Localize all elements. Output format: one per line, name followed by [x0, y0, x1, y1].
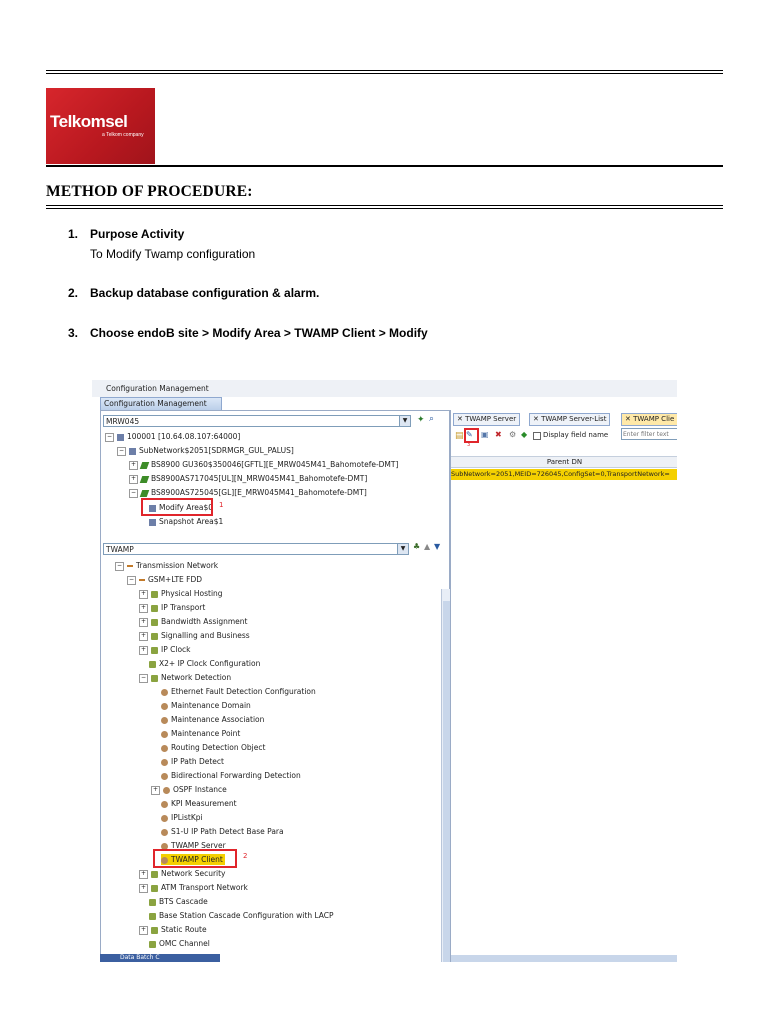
title-rule-2: [46, 208, 723, 209]
header-rule: [46, 165, 723, 167]
tree-item-ip-transport[interactable]: + IP Transport: [140, 603, 206, 612]
folder-icon: [151, 619, 158, 626]
display-field-checkbox[interactable]: [533, 432, 541, 440]
network-icon: [129, 448, 136, 455]
collapse-icon[interactable]: −: [106, 432, 113, 440]
leaf-icon: [161, 773, 168, 780]
folder-icon: [151, 605, 158, 612]
tab-twamp-client[interactable]: [621, 413, 677, 426]
tree-item-signalling[interactable]: + Signalling and Business: [140, 631, 250, 640]
tree-label: TWAMP Server: [171, 841, 226, 850]
tree-label: BS8900AS725045[GL][E_MRW045M41_Bahomotefe-DMT]: [151, 488, 367, 497]
expand-icon[interactable]: +: [130, 460, 137, 468]
tree-label: Maintenance Point: [171, 729, 241, 738]
tree-item-x2-clock[interactable]: [149, 658, 260, 669]
scrollbar-thumb[interactable]: [443, 601, 450, 962]
highlight-box-1: [141, 498, 213, 516]
tree-item-iplistkpi[interactable]: [161, 812, 203, 823]
tree-label: Transmission Network: [136, 561, 219, 570]
site-combo-value: MRW045: [106, 417, 140, 426]
tree-label: Network Detection: [161, 673, 232, 682]
tree-label: Maintenance Association: [171, 715, 265, 724]
tree-item-bs-2[interactable]: [129, 473, 367, 484]
tree-item-node[interactable]: [105, 431, 240, 442]
chevron-down-icon[interactable]: ▼: [397, 544, 408, 554]
tree-item-bfd[interactable]: [161, 770, 301, 781]
top-rule-2: [46, 73, 723, 74]
tree-item-ethernet-fault[interactable]: [161, 686, 316, 697]
modify-icon[interactable]: ✎: [466, 430, 473, 439]
collapse-icon[interactable]: −: [130, 488, 137, 496]
tree-label: IP Clock: [161, 645, 191, 654]
tree-label: Routing Detection Object: [171, 743, 266, 752]
tree-item-bs-1[interactable]: [129, 459, 398, 470]
tree-label: Snapshot Area$1: [159, 517, 224, 526]
table-row[interactable]: [451, 469, 677, 480]
folder-icon: [151, 871, 158, 878]
tab-label: TWAMP Server-List: [541, 415, 607, 423]
search-icon[interactable]: ⌕: [429, 414, 435, 424]
tree-item-maintenance-association[interactable]: [161, 714, 264, 725]
row-parent-dn: SubNetwork=2051,MEID=726045,ConfigSet=0,TransportNetwork=: [451, 470, 670, 478]
step-2-number: 2.: [68, 286, 79, 300]
tab-twamp-server[interactable]: [453, 413, 520, 426]
folder-icon: [151, 675, 158, 682]
tree-item-atm[interactable]: + ATM Transport Network: [140, 883, 248, 892]
tree-label: Signalling and Business: [161, 631, 250, 640]
tab-twamp-server-list[interactable]: [529, 413, 610, 426]
tree-item-s1u[interactable]: [161, 826, 284, 837]
display-field-label: Display field name: [543, 431, 609, 439]
leaf-icon: [161, 759, 168, 766]
close-icon[interactable]: ✕: [457, 415, 466, 423]
tree-item-routing-detection[interactable]: [161, 742, 265, 753]
leaf-icon: [161, 703, 168, 710]
step-3: [68, 326, 428, 340]
tree-label: Maintenance Domain: [171, 701, 251, 710]
annotation-1: 1: [219, 501, 224, 509]
folder-icon: [149, 941, 156, 948]
tree-label: BS8900 GU360$350046[GFTL][E_MRW045M41_Bahomotefe-DMT]: [151, 460, 399, 469]
tree-item-subnetwork[interactable]: [117, 445, 294, 456]
title-rule: [46, 205, 723, 206]
tree-label: X2+ IP Clock Configuration: [159, 659, 261, 668]
copy-icon[interactable]: ▣: [481, 430, 489, 439]
tree-item-bts-cascade[interactable]: [149, 896, 208, 907]
column-header-parent-dn[interactable]: [451, 456, 677, 468]
tree-label: KPI Measurement: [171, 799, 237, 808]
tree-label: IP Path Detect: [171, 757, 224, 766]
tree-item-physical-hosting[interactable]: + Physical Hosting: [140, 589, 223, 598]
leaf-icon: [161, 829, 168, 836]
folder-icon: [151, 591, 158, 598]
tab-label: Configuration Management: [104, 399, 207, 408]
tree-label: Network Security: [161, 869, 226, 878]
new-icon[interactable]: ▤: [455, 431, 464, 441]
leaf-icon: [163, 787, 170, 794]
tree-label: Static Route: [161, 925, 207, 934]
tree-tool-icon[interactable]: ♣: [413, 542, 421, 551]
step-1-number: 1.: [68, 227, 79, 241]
tree-item-ip-clock[interactable]: + IP Clock: [140, 645, 191, 654]
network-icon: [127, 565, 133, 567]
folder-icon: [149, 913, 156, 920]
tab-label: TWAMP Server: [465, 415, 517, 423]
server-icon: [117, 434, 124, 441]
step-1-title: Purpose Activity: [90, 227, 185, 241]
tree-item-lacp[interactable]: [149, 910, 334, 921]
leaf-icon: [161, 801, 168, 808]
up-icon[interactable]: ▲: [424, 542, 431, 551]
tree-item-kpi[interactable]: [161, 798, 237, 809]
tree-label: OMC Channel: [159, 939, 210, 948]
site-combo[interactable]: [103, 415, 411, 427]
filter-combo-value: TWAMP: [106, 545, 134, 554]
tab-label: TWAMP Clie: [633, 415, 675, 423]
step-1-detail: To Modify Twamp configuration: [90, 247, 256, 261]
step-3-title: Choose endoB site > Modify Area > TWAMP Client > Modify: [90, 326, 428, 340]
left-pane: [100, 410, 450, 962]
basestation-icon: [140, 490, 150, 497]
folder-icon: [151, 633, 158, 640]
leaf-icon: [161, 717, 168, 724]
close-icon[interactable]: ✕: [533, 415, 542, 423]
tree-item-omc-channel[interactable]: [149, 938, 210, 949]
tree-label: S1-U IP Path Detect Base Para: [171, 827, 284, 836]
tree-item-snapshot-area[interactable]: [149, 516, 223, 527]
tree-label: Base Station Cascade Configuration with LACP: [159, 911, 334, 920]
tree-item-ip-path-detect[interactable]: [161, 756, 224, 767]
locate-icon[interactable]: ✦: [417, 415, 425, 425]
leaf-icon: [161, 815, 168, 822]
highlight-box-2: [153, 849, 237, 868]
annotation-3: 3: [467, 442, 471, 448]
logo-text: Telkomsel: [50, 112, 128, 131]
tree-item-bandwidth[interactable]: + Bandwidth Assignment: [140, 617, 248, 626]
tree-label: ATM Transport Network: [161, 883, 248, 892]
leaf-icon: [161, 689, 168, 696]
area-icon: [149, 519, 156, 526]
basestation-icon: [140, 462, 150, 469]
tree-label: Physical Hosting: [161, 589, 223, 598]
collapse-icon[interactable]: −: [118, 446, 125, 454]
step-2: [68, 286, 319, 300]
tree-label: Modify Area$0: [159, 503, 214, 512]
tree-item-bs-3[interactable]: [129, 487, 367, 498]
leaf-icon: [161, 745, 168, 752]
tree-label: BTS Cascade: [159, 897, 208, 906]
tree-label: TWAMP Client: [171, 855, 223, 864]
chevron-down-icon[interactable]: ▼: [399, 416, 410, 426]
refresh-icon[interactable]: ◆: [521, 430, 528, 439]
folder-icon: [151, 927, 158, 934]
window-title: Configuration Management: [106, 384, 209, 393]
tree-label: 100001 [10.64.08.107:64000]: [127, 432, 241, 441]
basestation-icon: [140, 476, 150, 483]
tree-item-gsm-lte[interactable]: − GSM+LTE FDD: [128, 575, 203, 584]
top-rule: [46, 70, 723, 71]
down-icon[interactable]: ▼: [434, 542, 441, 551]
right-pane: [450, 410, 677, 962]
tree-item-maintenance-domain[interactable]: [161, 700, 251, 711]
window-titlebar: [92, 380, 677, 397]
tree-item-transmission-network[interactable]: − Transmission Network: [116, 561, 219, 570]
tree-label: Bandwidth Assignment: [161, 617, 248, 626]
tool-icon[interactable]: ⚙: [509, 430, 517, 439]
tree-label: IP Transport: [161, 603, 206, 612]
tree-item-maintenance-point[interactable]: [161, 728, 240, 739]
column-header-label: Parent DN: [546, 458, 583, 466]
step-1: [68, 227, 184, 241]
tree-label: Bidirectional Forwarding Detection: [171, 771, 301, 780]
tree-item-network-security[interactable]: + Network Security: [140, 869, 226, 878]
network-icon: [139, 579, 145, 581]
folder-icon: [149, 661, 156, 668]
tree-label: GSM+LTE FDD: [148, 575, 203, 584]
tree-label: OSPF Instance: [173, 785, 227, 794]
step-2-title: Backup database configuration & alarm.: [90, 286, 320, 300]
logo-tagline: a Telkom company: [102, 132, 144, 138]
horizontal-scrollbar[interactable]: [451, 955, 677, 962]
close-icon[interactable]: ✕: [625, 415, 634, 423]
folder-icon: [149, 899, 156, 906]
bottom-tab-label: Data Batch C: [120, 954, 160, 961]
tree-item-network-detection[interactable]: − Network Detection: [140, 673, 232, 682]
step-3-number: 3.: [68, 326, 79, 340]
tree-label: SubNetwork$2051[SDRMGR_GUL_PALUS]: [139, 446, 294, 455]
configuration-screenshot: [92, 380, 677, 962]
expand-icon[interactable]: +: [130, 474, 137, 482]
tree-item-ospf[interactable]: + OSPF Instance: [152, 785, 227, 794]
telkomsel-logo: [46, 88, 155, 164]
tree-label: IPListKpi: [171, 813, 203, 822]
annotation-2: 2: [243, 852, 248, 860]
tree-label: Ethernet Fault Detection Configuration: [171, 687, 316, 696]
tree-label: BS8900AS717045[UL][N_MRW045M41_Bahomotefe-DMT]: [151, 474, 368, 483]
folder-icon: [151, 885, 158, 892]
bottom-tab[interactable]: [100, 954, 220, 962]
filter-combo[interactable]: [103, 543, 409, 555]
filter-input[interactable]: [621, 428, 677, 440]
tree-item-static-route[interactable]: + Static Route: [140, 925, 207, 934]
folder-icon: [151, 647, 158, 654]
leaf-icon: [161, 731, 168, 738]
delete-icon[interactable]: ✖: [495, 430, 502, 439]
page-title: METHOD OF PROCEDURE:: [46, 183, 253, 200]
